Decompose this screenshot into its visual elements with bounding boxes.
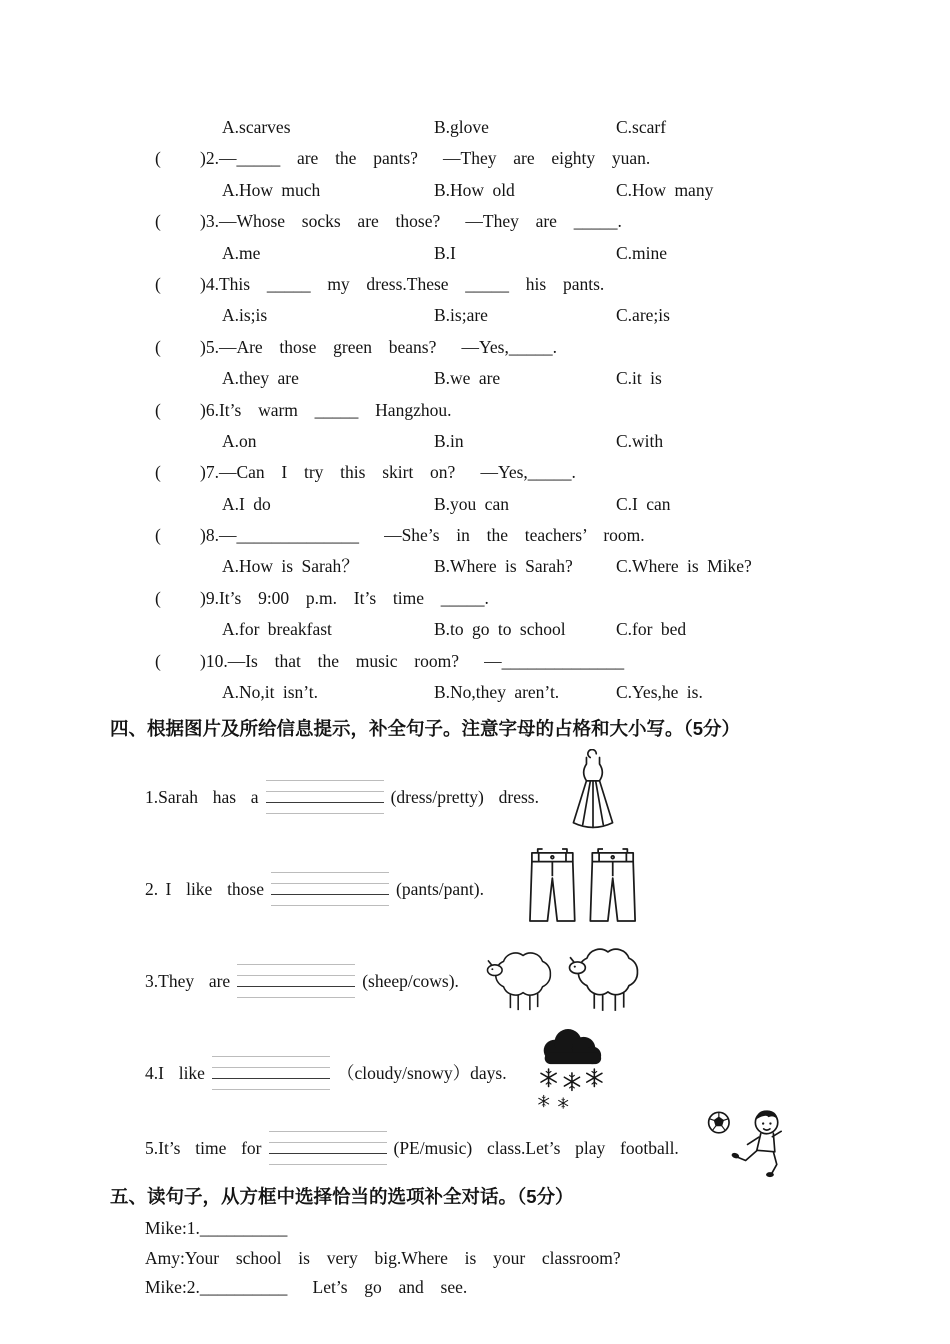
section-5-title: 五、读句子，从方框中选择恰当的选项补全对话。（5分）: [110, 1186, 574, 1208]
sheep-icon: [485, 938, 641, 1014]
dress-icon: [565, 749, 621, 835]
writing-lines-blank: [212, 1046, 330, 1090]
fill-item: [110, 838, 895, 930]
guide-line: [269, 1121, 387, 1132]
answer-bracket: (: [155, 211, 161, 232]
option-a: A.for breakfast: [222, 619, 332, 640]
answer-bracket: (: [155, 587, 161, 608]
mc-question: [110, 520, 895, 583]
question-options: [110, 489, 895, 520]
writing-lines-blank: [271, 862, 389, 906]
guide-line: [269, 1132, 387, 1143]
guide-line: [212, 1046, 330, 1057]
item-text-pre: 3.They are: [145, 971, 231, 992]
section-4: [110, 712, 895, 1172]
item-text-post: （cloudy/snowy）days.: [336, 1063, 507, 1084]
guide-line: [271, 884, 389, 895]
guide-line: [237, 987, 355, 998]
option-c: C.I can: [616, 493, 671, 514]
guide-line: [269, 1143, 387, 1154]
section-5: [110, 1180, 895, 1303]
question-options: [110, 551, 895, 582]
item-text-pre: 4.I like: [145, 1063, 205, 1084]
answer-bracket: (: [155, 462, 161, 483]
question-stem: )7.—Can I try this skirt on? —Yes,_____.: [200, 462, 576, 483]
item-text-pre: 1.Sarah has a: [145, 787, 259, 808]
guide-line: [237, 965, 355, 976]
option-c: C.are;is: [616, 305, 670, 326]
answer-bracket: (: [155, 336, 161, 357]
option-a: A.No,it isn’t.: [222, 682, 319, 703]
guide-line: [269, 1154, 387, 1165]
mc-question: [110, 269, 895, 332]
mc-question: [110, 457, 895, 520]
item-text-pre: 2. I like those: [145, 879, 265, 900]
option-b: B.I: [434, 242, 456, 263]
question-stem: )10.—Is that the music room? —______________: [200, 650, 625, 671]
dialogue-line: Mike:2.__________ Let’s go and see.: [145, 1277, 468, 1298]
option-a: A.they are: [222, 368, 299, 389]
question-options: [110, 300, 895, 331]
item-text-pre: 5.It’s time for: [145, 1138, 262, 1159]
fill-item: [110, 746, 895, 838]
answer-bracket: (: [155, 525, 161, 546]
question-options: [110, 175, 895, 206]
answer-bracket: (: [155, 399, 161, 420]
guide-line: [212, 1079, 330, 1090]
option-b: B.is;are: [434, 305, 488, 326]
question-options: [110, 614, 895, 645]
guide-line: [271, 862, 389, 873]
option-b: B.Where is Sarah?: [434, 556, 573, 577]
question-stem: )4.This _____ my dress.These _____ his pants.: [200, 273, 605, 294]
dialogue-line: Amy:Your school is very big.Where is your classroom?: [145, 1247, 621, 1268]
question-stem: )2.—_____ are the pants? —They are eighty yuan.: [200, 148, 651, 169]
snowy-cloud-icon: [533, 1025, 607, 1111]
guide-line: [237, 954, 355, 965]
fill-item: [110, 1022, 895, 1114]
guide-line: [266, 792, 384, 803]
question-stem: )8.—______________ —She’s in the teachers’ room.: [200, 525, 645, 546]
writing-lines-blank: [237, 954, 355, 998]
option-b: B.glove: [434, 117, 489, 137]
item-text-post: (sheep/cows).: [362, 971, 459, 992]
option-a: A.I do: [222, 493, 271, 514]
football-boy-icon: [705, 1106, 795, 1180]
option-a: A.on: [222, 430, 257, 451]
mc-question: [110, 646, 895, 709]
option-c: C.with: [616, 430, 664, 451]
mc-question: [110, 206, 895, 269]
guide-line: [266, 781, 384, 792]
option-c: C.mine: [616, 242, 668, 263]
mc-question: [110, 583, 895, 646]
option-a: A.How much: [222, 179, 321, 200]
dialogue-line: Mike:1.__________: [145, 1218, 288, 1239]
writing-lines-blank: [266, 770, 384, 814]
guide-line: [266, 770, 384, 781]
mc-question: [110, 143, 895, 206]
option-b: B.in: [434, 430, 464, 451]
item-text-post: (pants/pant).: [396, 879, 484, 900]
guide-line: [237, 976, 355, 987]
option-a: A.scarves: [222, 117, 291, 137]
mc-question: [110, 332, 895, 395]
writing-lines-blank: [269, 1121, 387, 1165]
answer-bracket: (: [155, 148, 161, 169]
option-c: C.it is: [616, 368, 662, 389]
answer-bracket: (: [155, 650, 161, 671]
question-stem: )6.It’s warm _____ Hangzhou.: [200, 399, 452, 420]
question-options: [110, 363, 895, 394]
answer-bracket: (: [155, 273, 161, 294]
question-stem: )5.—Are those green beans? —Yes,_____.: [200, 336, 557, 357]
guide-line: [212, 1057, 330, 1068]
option-b: B.we are: [434, 368, 501, 389]
option-b: B.you can: [434, 493, 509, 514]
fill-item: [110, 1114, 895, 1172]
multiple-choice-section: [110, 112, 895, 708]
guide-line: [271, 895, 389, 906]
option-c: C.How many: [616, 179, 714, 200]
question-options: [110, 426, 895, 457]
mc-question-1-options: [110, 112, 895, 143]
option-c: C.for bed: [616, 619, 687, 640]
item-text-post: (dress/pretty) dress.: [390, 787, 539, 808]
option-c: C.Yes,he is.: [616, 682, 703, 703]
guide-line: [212, 1068, 330, 1079]
question-stem: )3.—Whose socks are those? —They are _____.: [200, 211, 622, 232]
guide-line: [271, 873, 389, 884]
item-text-post: (PE/music) class.Let’s play football.: [393, 1138, 679, 1159]
option-b: B.to go to school: [434, 619, 566, 640]
option-c: C.Where is Mike?: [616, 556, 752, 577]
option-b: B.No,they aren’t.: [434, 682, 560, 703]
guide-line: [266, 803, 384, 814]
question-options: [110, 238, 895, 269]
option-a: A.me: [222, 242, 261, 263]
option-c: C.scarf: [616, 117, 667, 137]
pants-icon: [528, 844, 640, 924]
question-stem: )9.It’s 9:00 p.m. It’s time _____.: [200, 587, 489, 608]
question-options: [110, 677, 895, 708]
option-a: A.is;is: [222, 305, 268, 326]
fill-item: [110, 930, 895, 1022]
option-b: B.How old: [434, 179, 515, 200]
section-4-title: 四、根据图片及所给信息提示，补全句子。注意字母的占格和大小写。（5分）: [110, 718, 741, 740]
option-a: A.How is Sarah？: [222, 556, 359, 577]
mc-question: [110, 395, 895, 458]
